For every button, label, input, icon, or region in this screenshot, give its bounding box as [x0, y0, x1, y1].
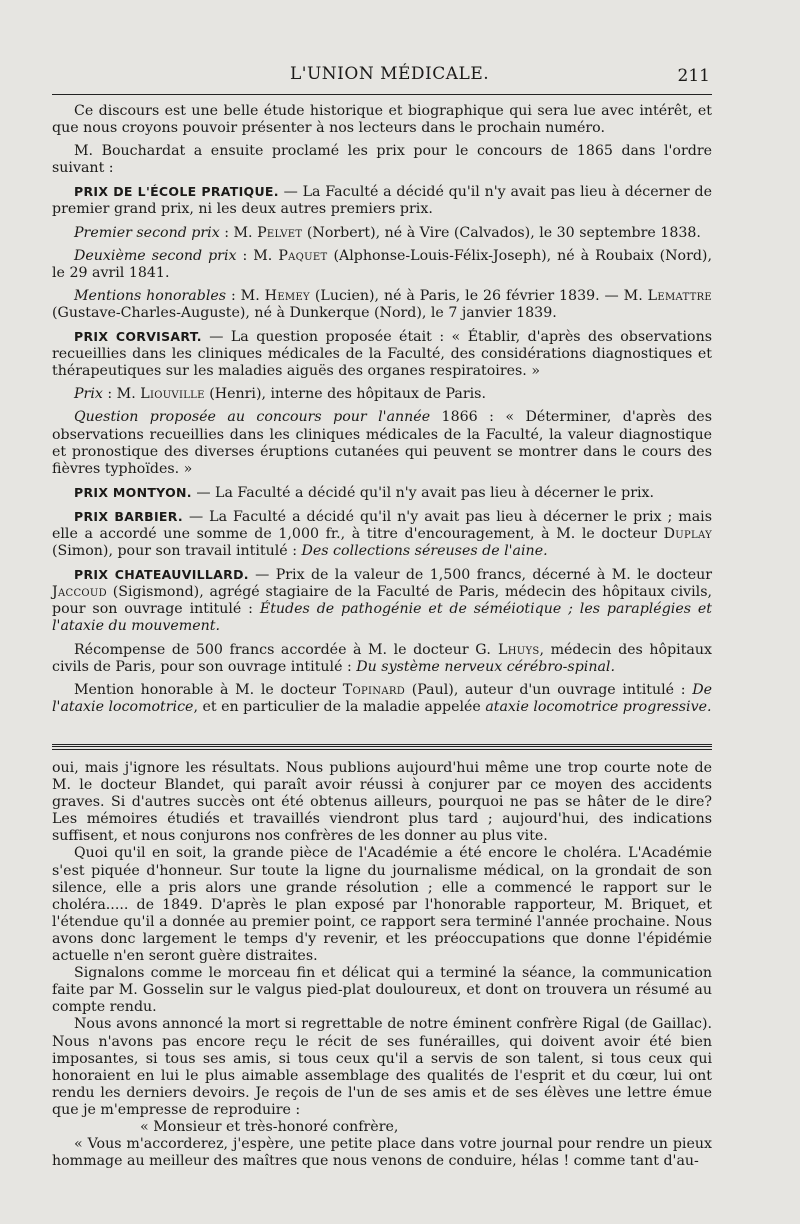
corvisart-question [52, 409, 712, 477]
prize-label: Prix [74, 386, 103, 403]
lower-section [52, 760, 712, 1170]
chronicle-paragraph: Quoi qu'il en soit, la grande pièce de l'Académie a été encore le choléra. L'Académie s'est piquée d'honneur. Sur toute la ligne du journalisme médical, on la grondait de son silence, elle a pris alors une grande résolution ; elle a commencé le rapport sur le choléra..... de 1849. D'après le plan exposé par l'honorable rapporteur, M. Briquet, et l'étendue qu'il a donnée au premier point, ce rapport sera terminé l'année prochaine. Nous avons donc largement le temps d'y revenir, et les préoccupations que donne l'épidémie actuelle n'en seront guère distraites. [52, 845, 712, 965]
laureate-name: Paquet [278, 247, 328, 264]
letter-salutation: « Monsieur et très-honoré confrère, [140, 1118, 399, 1135]
prix-text-2: (Simon), pour son travail intitulé : [52, 543, 302, 560]
prize-label: Mentions honorables [74, 287, 227, 304]
corvisart-prix [52, 386, 712, 403]
recompense-text: Récompense de 500 francs accordée à M. le docteur [74, 641, 476, 658]
laureate-details: (Gustave-Charles-Auguste), né à Dunkerque (Nord), le 7 janvier 1839. [52, 304, 557, 321]
section-divider-thin [52, 749, 712, 750]
laureate-details: (Alphonse-Louis-Félix-Joseph), né à Roubaix (Nord), le 29 avril 1841. [52, 247, 712, 281]
letter-paragraph: « Vous m'accorderez, j'espère, une petite place dans votre journal pour rendre un pieux hommage au meilleur des maîtres que nous venons de conduire, hélas ! comme tant d'au- [52, 1136, 712, 1170]
prix-text: — La Faculté a décidé qu'il n'y avait pas lieu à décerner de premier grand prix, ni les deux autres premiers prix. [52, 184, 712, 218]
prix-chateauvillard [52, 566, 712, 635]
prix-heading: PRIX CORVISART. [74, 329, 202, 345]
work-title: Du système nerveux cérébro-spinal. [356, 658, 615, 675]
prize-m: : M. [226, 287, 265, 304]
page-header [0, 64, 800, 88]
laureate-name: G. Lhuys [475, 641, 540, 658]
recompense-text-2: , médecin des hôpitaux civils de Paris, pour son ouvrage intitulé : [52, 641, 712, 675]
page-number: 211 [677, 66, 710, 86]
question-label: Question proposée au concours pour l'année [74, 409, 431, 426]
work-title: Études de pathogénie et de séméiotique ; les paraplégies et l'ataxie du mouvement. [52, 601, 712, 635]
laureate-name: Topinard [342, 681, 406, 698]
laureate-name: Hemey [264, 287, 310, 304]
chronicle-paragraph: Nous avons annoncé la mort si regrettable de notre éminent confrère Rigal (de Gaillac). Nous n'avons pas encore reçu le récit de ses funérailles, qui doivent avoir été bien imposantes, si tous ses amis, si tous ceux qu'il a servis de son talent, si tous ceux qui honoraient en lui le plus aimable assemblage des qualités de l'esprit et du cœur, lui ont rendu les derniers devoirs. Je reçois de l'un de ses amis et de ses élèves une lettre émue que je m'empresse de reproduire : [52, 1016, 712, 1118]
prix-text: — Prix de la valeur de 1,500 francs, décerné à M. le docteur [248, 567, 713, 584]
laureate-details: (Henri), interne des hôpitaux de Paris. [204, 386, 486, 403]
mention-honorable [52, 682, 712, 716]
mention-text-2: (Paul), auteur d'un ouvrage intitulé : [405, 681, 693, 698]
prix-text-2: (Sigismond), agrégé stagiaire de la Faculté de Paris, médecin des hôpitaux civils, pour son ouvrage intitulé : [52, 584, 712, 618]
laureate-name: Pelvet [257, 224, 303, 241]
prix-montyon [52, 484, 712, 502]
work-title: Des collections séreuses de l'aine. [301, 543, 548, 560]
section-divider [52, 744, 712, 747]
prize-m: : M. [219, 224, 258, 241]
mentions-honorables [52, 288, 712, 322]
disease-name: ataxie locomotrice progressive. [485, 698, 712, 715]
prix-text: — La Faculté a décidé qu'il n'y avait pas lieu à décerner le prix ; mais elle a accordé une somme de 1,000 fr., à titre d'encouragement, à M. le docteur [52, 508, 712, 542]
running-title: L'UNION MÉDICALE. [290, 64, 490, 84]
prize-label: Premier second prix [74, 224, 220, 241]
recompense [52, 642, 712, 676]
premier-second-prix [52, 225, 712, 242]
prix-heading: PRIX BARBIER. [74, 508, 183, 524]
laureate-name: Jaccoud [52, 584, 107, 601]
prix-text: — La Faculté a décidé qu'il n'y avait pas lieu à décerner le prix. [191, 484, 655, 501]
prix-heading: PRIX DE L'ÉCOLE PRATIQUE. [74, 184, 279, 200]
prize-label: Deuxième second prix [74, 247, 237, 264]
prix-barbier [52, 508, 712, 560]
mention-text: Mention honorable à M. le docteur [74, 681, 343, 698]
laureate-details: (Lucien), né à Paris, le 26 février 1839. — M. [309, 287, 648, 304]
laureate-name: Duplay [663, 525, 712, 542]
chronicle-paragraph: oui, mais j'ignore les résultats. Nous publions aujourd'hui même une trop courte note de M. le docteur Blandet, qui paraît avoir réussi à conjurer par ce moyen des accidents graves. Si d'autres succès ont été obtenus ailleurs, pourquoi ne pas se hâter de le dire? Les mémoires étudiés et travaillés viendront plus tard ; aujourd'hui, des indications suffisent, et nous conjurons nos confrères de les donner au plus vite. [52, 760, 712, 845]
intro-paragraph: Ce discours est une belle étude historique et biographique qui sera lue avec intérêt, et que nous croyons pouvoir présenter à nos lecteurs dans le prochain numéro. [52, 103, 712, 137]
bouchardat-paragraph: M. Bouchardat a ensuite proclamé les prix pour le concours de 1865 dans l'ordre suivant : [52, 143, 712, 177]
prix-text: — La question proposée était : « Établir, d'après des observations recueillies dans les cliniques médicales de la Faculté, des considérations diagnostiques et thérapeutiques sur les maladies aiguës des organes respiratoires. » [52, 329, 712, 380]
question-text: 1866 : « Déterminer, d'après des observations recueillies dans les cliniques médicales de la Faculté, la valeur diagnostique et pronostique des diverses éruptions cutanées qui peuvent se montrer dans le cours des fièvres typhoïdes. » [52, 409, 712, 477]
laureate-name: Lemattre [647, 287, 713, 304]
prize-m: : M. [102, 386, 141, 403]
prix-ecole-pratique [52, 183, 712, 218]
prix-corvisart [52, 328, 712, 380]
prix-heading: PRIX CHATEAUVILLARD. [74, 567, 249, 583]
work-title: De l'ataxie locomotrice [52, 681, 712, 715]
prix-heading: PRIX MONTYON. [74, 484, 192, 500]
laureate-name: Liouville [140, 386, 205, 403]
header-rule [52, 94, 712, 95]
upper-section [52, 103, 712, 722]
prize-m: : M. [236, 247, 279, 264]
laureate-details: (Norbert), né à Vire (Calvados), le 30 septembre 1838. [302, 224, 701, 241]
deuxieme-second-prix [52, 248, 712, 282]
chronicle-paragraph: Signalons comme le morceau fin et délicat qui a terminé la séance, la communication faite par M. Gosselin sur le valgus pied-plat douloureux, et dont on trouvera un résumé au compte rendu. [52, 965, 712, 1016]
mention-text-3: , et en particulier de la maladie appelée [193, 698, 486, 715]
